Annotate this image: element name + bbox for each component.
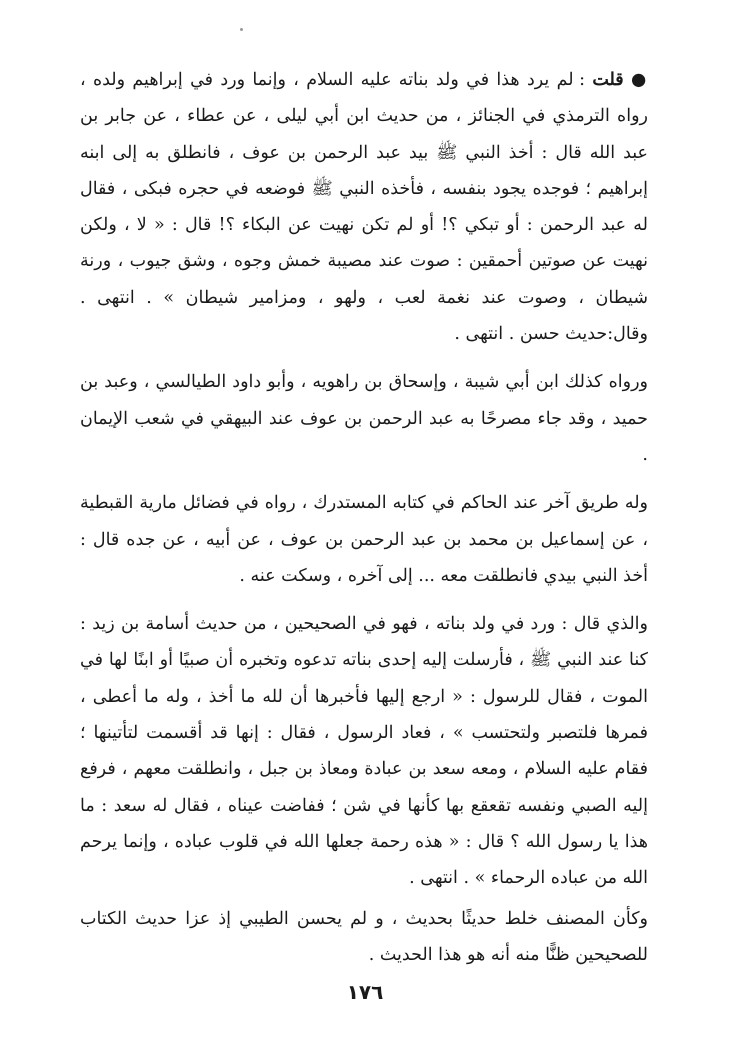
scan-speck bbox=[240, 28, 243, 31]
paragraph-4: والذي قال : ورد في ولد بناته ، فهو في الصحيحين ، من حديث أسامة بن زيد : كنا عند النبي ﷺ ، فأرسلت إليه إحدى بناته تدعوه وتخبره أن صبيًا أو ابنًا لها في الموت ، فقال للرسول : « ارجع إليها فأخبرها أن لله ما أخذ ، وله ما أعطى ، فمرها فلتصبر ولتحتسب » ، فعاد الرسول ، فقال : إنها قد أقسمت لتأتينها ؛ فقام عليه السلام ، ومعه سعد بن عبادة ومعاذ بن جبل ، وانطلقت معهم ، فرفع إليه الصبي ونفسه تقعقع بها كأنها في شن ؛ ففاضت عيناه ، فقال له سعد : ما هذا يا رسول الله ؟ قال : « هذه رحمة جعلها الله في قلوب عباده ، وإنما يرحم الله من عباده الرحماء » . انتهى . bbox=[80, 614, 648, 889]
page-number: ١٧٦ bbox=[346, 980, 384, 1004]
paragraph-lead: قلت bbox=[592, 70, 624, 90]
paragraph-1 bbox=[80, 62, 648, 352]
bullet-icon: ● bbox=[630, 70, 648, 90]
paragraph-3: وله طريق آخر عند الحاكم في كتابه المستدرك ، رواه في فضائل مارية القبطية ، عن إسماعيل بن محمد بن عبد الرحمن بن عوف ، عن أبيه ، عن جده قال : أخذ النبي بيدي فانطلقت معه ... إلى آخره ، وسكت عنه . bbox=[80, 493, 648, 586]
paragraph-2: ورواه كذلك ابن أبي شيبة ، وإسحاق بن راهويه ، وأبو داود الطيالسي ، وعبد بن حميد ، وقد جاء مصرحًا به عبد الرحمن بن عوف عند البيهقي في شعب الإيمان . bbox=[80, 372, 648, 465]
paragraph-5: وكأن المصنف خلط حديثًا بحديث ، و لم يحسن الطيبي إذ عزا حديث الكتاب للصحيحين ظنًّا منه أنه هو هذا الحديث . bbox=[80, 908, 648, 965]
paragraph-text: : لم يرد هذا في ولد بناته عليه السلام ، وإنما ورد في إبراهيم ولده ، رواه الترمذي في الجنائز ، من حديث ابن أبي ليلى ، عن عطاء ، عن جابر بن عبد الله قال : أخذ النبي ﷺ بيد عبد الرحمن بن عوف ، فانطلق به إلى ابنه إبراهيم ؛ فوجده يجود بنفسه ، فأخذه النبي ﷺ فوضعه في حجره فبكى ، فقال له عبد الرحمن : أو تبكي ؟! أو لم تكن نهيت عن البكاء ؟! قال : « لا ، ولكن نهيت عن صوتين أحمقين : صوت عند مصيبة خمش وجوه ، وشق جيوب ، ورنة شيطان ، وصوت عند نغمة لعب ، ولهو ، ومزامير شيطان » . انتهى . وقال:حديث حسن . انتهى . bbox=[80, 70, 648, 345]
